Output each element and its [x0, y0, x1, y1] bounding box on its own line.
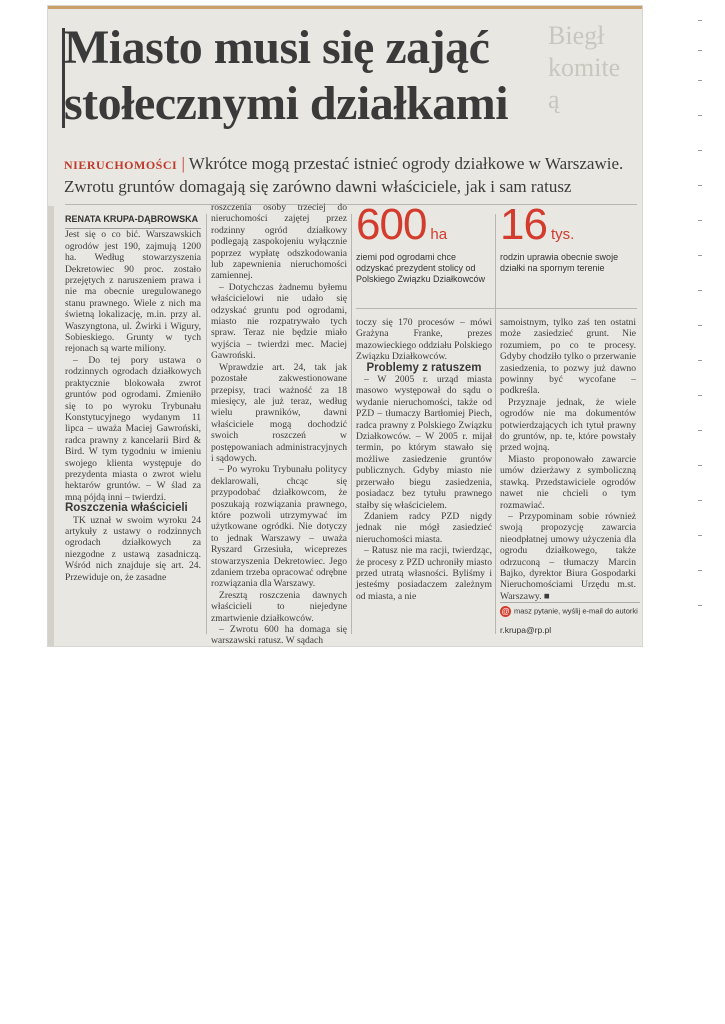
email-at-icon: @: [501, 607, 510, 616]
category-label: NIERUCHOMOŚCI: [64, 158, 178, 172]
contact-note: masz pytanie, wyślij e-mail do autorki: [514, 606, 638, 616]
paragraph: Zresztą roszczenia dawnych właścicieli to niejedyne zmartwienie działkowców.: [211, 589, 347, 624]
stat-box-hectares: [356, 202, 496, 285]
stat-description: rodzin uprawia obecnie swoje działki na spornym terenie: [500, 252, 619, 273]
author-email[interactable]: r.krupa@rp.pl: [500, 625, 552, 635]
article-column-4: [500, 317, 636, 602]
newspaper-clipping: [48, 6, 642, 646]
paragraph: – Do tej pory ustawa o rodzinnych ogrodach działkowych praktycznie blokowała zwrot gruntów pod ogrodami. Zmieniło się to po wyroku Trybunału Konstytucyjnego wydanym 11 lipca – uważa Maciej Gawroński, radca prawny z kancelarii Bird & Bird. W tym tygodniu w imieniu swojego klienta występuje do prezydenta miasta o zwrot wielu hektarów gruntów. – W ślad za mną pójdą inni – twierdzi.: [65, 354, 201, 503]
paragraph: Przyznaje jednak, że wiele ogrodów nie ma dokumentów potwierdzających ich tytuł prawny do gruntów, np. te, które powstały przed wojną.: [500, 396, 636, 454]
paragraph: TK uznał w swoim wyroku 24 artykuły z ustawy o rodzinnych ogrodach działkowych za niezgodne z ustawą zasadniczą. Wśród nich znajduje się art. 24. Przewiduje on, że zasadne: [65, 514, 201, 583]
paragraph: – W 2005 r. urząd miasta masowo występował do sądu o wydanie nieruchomości, także od PZD – tłumaczy Bartłomiej Piech, radca prawny z Polskiego Związku Działkowców. – W 2005 r. mijał termin, po którym stawało się możliwe zasiedzenie gruntów publicznych. Gdyby miasto nie przerwało biegu zasiedzenia, posiadacz bez tytułu prawnego stałby się właścicielem.: [356, 374, 492, 511]
paragraph: – Po wyroku Trybunału politycy deklarowali, chcąc się przypodobać działkowcom, że poszukają rozwiązania prawnego, które pozwoli utrzymywać im użytkowane ogródki. Nie dotyczy to jednak Warszawy – uważa Ryszard Grzesiuła, wiceprezes stowarzyszenia Dekretowiec. Jego zdaniem trzeba opracować odrębne rozwiązania dla Warszawy.: [211, 464, 347, 590]
paragraph: Miasto proponowało zawarcie umów dzierżawy z symboliczną stawką. Przedstawiciele ogrodów nawet nie chcieli o tym rozmawiać.: [500, 453, 636, 511]
clipping-edge-shadow: [48, 206, 54, 646]
stat-unit: ha: [430, 226, 448, 243]
ghost-line: komite: [548, 53, 621, 82]
category-separator: |: [181, 154, 185, 173]
scan-margin-marks: [698, 10, 706, 650]
headline-line-2: stołecznymi działkami: [64, 77, 509, 130]
stat-number: 600: [356, 200, 427, 249]
column-divider: [351, 214, 352, 634]
column-divider: [206, 214, 207, 634]
paragraph: Jest się o co bić. Warszawskich ogrodów jest 190, zajmują 1200 ha. Według stowarzyszenia Dekretowiec 90 proc. zostało przejętych z naruszeniem prawa i nie ma obecnie uregulowanego stanu prawnego. Wiele z nich ma świetną lokalizację, m.in. przy al. Waszyngtona, ul. Żwirki i Wigury, Sobieskiego. Grunty w tych rejonach są warte miliony.: [65, 229, 201, 355]
stat-divider: [356, 308, 637, 309]
paragraph: – Zwrotu 600 ha domaga się warszawski ratusz. W sądach: [211, 624, 347, 646]
lead-line-1: Wkrótce mogą przestać istnieć ogrody działkowe w Warszawie.: [188, 154, 624, 173]
article-headline: [64, 20, 564, 132]
paragraph: samoistnym, tylko zaś ten ostatni może zasiedzieć grunt. Nie rozumiem, po co te procesy. Gdyby chodziło tylko o przerwanie zasiedzenia, to pozwy już dawno powinny być wycofane – podkreśla.: [500, 317, 636, 397]
stat-box-families: [500, 202, 640, 274]
paragraph: Zdaniem radcy PZD nigdy jednak nie mógł zasiedzieć nieruchomości miasta.: [356, 510, 492, 545]
paragraph: – Dotychczas żadnemu byłemu właścicielowi nie udało się odzyskać gruntu pod ogrodami, miasto nie rozpatrywało tych spraw. Teraz nie będzie miało wyjścia – twierdzi mec. Maciej Gawroński.: [211, 281, 347, 362]
paragraph: toczy się 170 procesów – mówi Grażyna Franke, prezes mazowieckiego oddziału Polskiego Związku Działkowców.: [356, 317, 492, 363]
article-column-1: [65, 214, 201, 583]
ghost-line: ą: [548, 85, 560, 114]
author-contact: [500, 602, 640, 635]
top-color-strip: [48, 6, 642, 9]
paragraph: roszczenia osoby trzeciej do nieruchomości zajętej przez rodzinny ogród działkowy podlegają zaspokojeniu wyłącznie poprzez wypłatę odszkodowania lub zapewnienia nieruchomości zamiennej.: [211, 202, 347, 282]
paragraph: – Ratusz nie ma racji, twierdząc, że procesy z PZD uchroniły miasto przed utratą własności. Byliśmy i jesteśmy posiadaczem zależnym od miasta, a nie: [356, 545, 492, 602]
paragraph: Wprawdzie art. 24, tak jak pozostałe zakwestionowane przepisy, traci ważność za 18 miesięcy, ale już teraz, według wielu prawników, dawni właściciele mogą dochodzić swoich roszczeń w postępowaniach administracyjnych i sądowych.: [211, 361, 347, 464]
article-column-2: [211, 202, 347, 646]
headline-line-1: Miasto musi się zająć: [64, 21, 490, 74]
article-lead: [64, 153, 634, 198]
stat-description: ziemi pod ogrodami chce odzyskać prezydent stolicy od Polskiego Związku Działkowców: [356, 252, 486, 284]
section-heading: Problemy z ratuszem: [366, 361, 482, 374]
stat-number: 16: [500, 200, 547, 249]
lead-line-2: Zwrotu gruntów domagają się zarówno dawni właściciele, jak i sam ratusz: [64, 177, 572, 196]
stat-unit: tys.: [550, 226, 575, 243]
paragraph: – Przypominam sobie również swoją propozycję zawarcia nieodpłatnej umowy użyczenia dla ogrodu działkowego, także odrzuconą – tłumaczy Marcin Bajko, dyrektor Biura Gospodarki Nieruchomościami Urzędu m.st. Warszawy. ■: [500, 510, 636, 602]
ghost-line: Biegł: [548, 21, 605, 50]
article-column-3: [356, 317, 492, 602]
author-byline: RENATA KRUPA-DĄBROWSKA: [65, 214, 201, 229]
section-heading: Roszczenia właścicieli: [65, 502, 188, 515]
